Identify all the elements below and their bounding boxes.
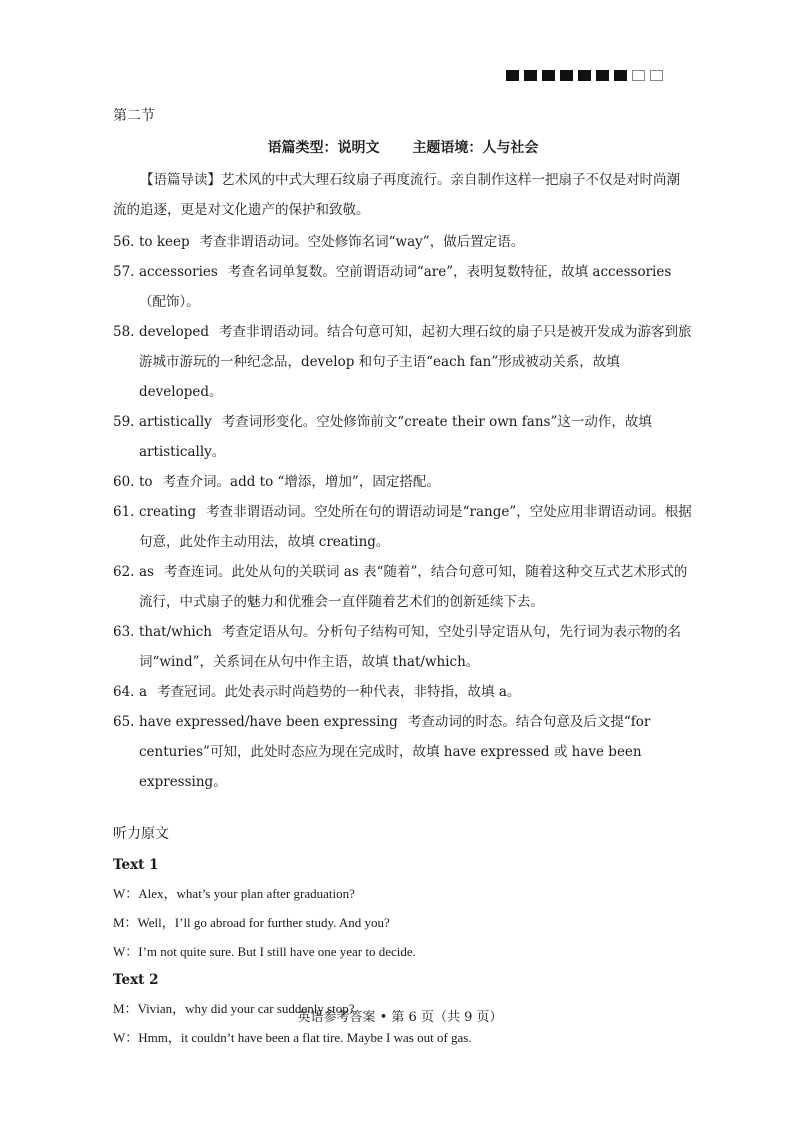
genre-type: 语篇类型：说明文: [267, 140, 380, 156]
text-title: Text 1: [113, 857, 159, 873]
page-content: [113, 105, 693, 1052]
answer-explanation: 考查非谓语动词。结合句意可知，起初大理石纹的扇子只是被开发成为游客到旅游城市游玩的一种纪念品，develop 和句子主语“each fan”形成被动关系，故填 developed。: [139, 324, 692, 400]
answer-number: 60.: [113, 474, 135, 490]
answer-item: [113, 677, 693, 707]
answer-number: 62.: [113, 564, 135, 580]
answer-explanation: 考查非谓语动词。空处所在句的谓语动词是“range”，空处应用非谓语动词。根据句意，此处作主动用法，故填 creating。: [139, 504, 692, 550]
answer-item: [113, 557, 693, 617]
answer-number: 65.: [113, 714, 135, 730]
answer-key: to: [139, 474, 153, 490]
answer-number: 58.: [113, 324, 135, 340]
answer-key: a: [139, 684, 148, 700]
answer-key: that/which: [139, 624, 212, 640]
answer-body: [139, 467, 693, 497]
answer-body: [139, 557, 693, 617]
empty-mark: [632, 70, 645, 81]
dialogue-line: M：Well，I’ll go abroad for further study. And you?: [113, 915, 390, 930]
answer-key: accessories: [139, 264, 218, 280]
answer-key: as: [139, 564, 154, 580]
answer-body: [139, 707, 693, 797]
reading-intro: 【语篇导读】艺术风的中式大理石纹扇子再度流行。亲自制作这样一把扇子不仅是对时尚潮流的追逐，更是对文化遗产的保护和致敬。: [113, 172, 680, 218]
answer-explanation: 考查词形变化。空处修饰前文“create their own fans”这一动作，故填 artistically。: [139, 414, 652, 460]
answer-body: [139, 497, 693, 557]
answer-number: 61.: [113, 504, 135, 520]
genre-theme: 主题语境：人与社会: [412, 140, 539, 156]
text-title: Text 2: [113, 972, 159, 988]
filled-mark: [524, 70, 537, 81]
answer-item: [113, 407, 693, 467]
listening-title: 听力原文: [113, 826, 169, 842]
answer-item: [113, 617, 693, 677]
answer-item: [113, 497, 693, 557]
answer-body: [139, 257, 693, 317]
answer-number: 63.: [113, 624, 135, 640]
filled-mark: [596, 70, 609, 81]
dialogue-line: W：Hmm，it couldn’t have been a flat tire. Maybe I was out of gas.: [113, 1030, 472, 1045]
dialogue-line: W：I’m not quite sure. But I still have one year to decide.: [113, 944, 416, 959]
answer-key: creating: [139, 504, 197, 520]
answer-key: to keep: [139, 234, 190, 250]
header-marks: [506, 70, 663, 81]
answer-number: 56.: [113, 234, 135, 250]
answer-body: [139, 227, 693, 257]
answer-explanation: 考查非谓语动词。空处修饰名词“way”，做后置定语。: [199, 234, 525, 250]
answer-item: [113, 467, 693, 497]
genre-line: [113, 137, 693, 159]
answer-explanation: 考查冠词。此处表示时尚趋势的一种代表，非特指，故填 a。: [157, 684, 521, 700]
answer-item: [113, 707, 693, 797]
section-title: 第二节: [113, 108, 155, 124]
answer-body: [139, 317, 693, 407]
answer-item: [113, 257, 693, 317]
dialogue-line: W：Alex，what’s your plan after graduation?: [113, 886, 355, 901]
filled-mark: [506, 70, 519, 81]
dialogue-line: M：Vivian，why did your car suddenly stop?: [113, 1001, 355, 1016]
answer-explanation: 考查介词。add to “增添，增加”，固定搭配。: [162, 474, 440, 490]
answer-item: [113, 227, 693, 257]
page-footer: 英语参考答案 • 第 6 页（共 9 页）: [297, 1010, 503, 1025]
answer-number: 59.: [113, 414, 135, 430]
answer-key: artistically: [139, 414, 212, 430]
answer-list: [113, 227, 693, 797]
answer-key: developed: [139, 324, 209, 340]
answer-explanation: 考查动词的时态。结合句意及后文提“for centuries”可知，此处时态应为现在完成时，故填 have expressed 或 have been expressing。: [139, 714, 651, 790]
answer-explanation: 考查名词单复数。空前谓语动词“are”，表明复数特征，故填 accessories（配饰）。: [139, 264, 672, 310]
answer-body: [139, 617, 693, 677]
answer-explanation: 考查连词。此处从句的关联词 as 表“随着”，结合句意可知，随着这种交互式艺术形式的流行，中式扇子的魅力和优雅会一直伴随着艺术们的创新延续下去。: [139, 564, 688, 610]
filled-mark: [578, 70, 591, 81]
answer-key: have expressed/have been expressing: [139, 714, 398, 730]
answer-body: [139, 677, 693, 707]
filled-mark: [542, 70, 555, 81]
answer-body: [139, 407, 693, 467]
answer-number: 64.: [113, 684, 135, 700]
filled-mark: [614, 70, 627, 81]
empty-mark: [650, 70, 663, 81]
answer-number: 57.: [113, 264, 135, 280]
filled-mark: [560, 70, 573, 81]
answer-explanation: 考查定语从句。分析句子结构可知，空处引导定语从句，先行词为表示物的名词“wind”，关系词在从句中作主语，故填 that/which。: [139, 624, 681, 670]
answer-item: [113, 317, 693, 407]
